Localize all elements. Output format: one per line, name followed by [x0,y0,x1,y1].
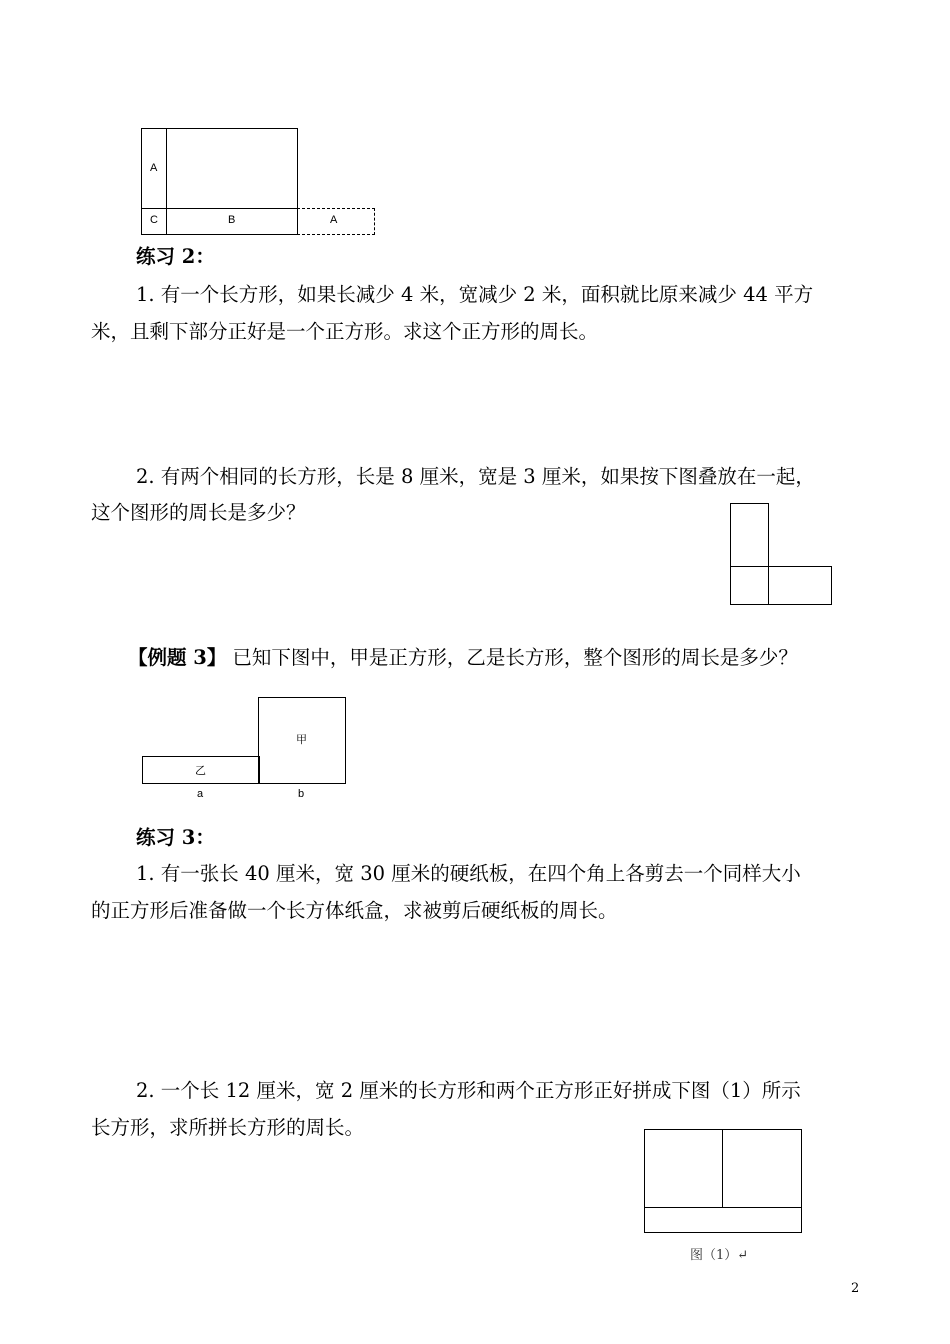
exercise3-q2-line1: 2. 一个长 12 厘米，宽 2 厘米的长方形和两个正方形正好拼成下图（1）所示 [136,1079,801,1102]
example3-line [128,644,798,672]
fig1-vertical-divider [166,128,167,235]
exercise2-q1-line1: 1. 有一个长方形，如果长减少 4 米，宽减少 2 米，面积就比原来减少 44 平方 [136,283,814,306]
fig1-outer-rect [141,128,298,235]
fig4-vertical-divider [722,1129,723,1208]
fig1-label-b: B [228,214,236,226]
fig3-label-jia: 甲 [296,734,307,746]
fig2-horizontal-rect [730,566,832,605]
exercise3-q1-line2: 的正方形后准备做一个长方体纸盒，求被剪后硬纸板的周长。 [91,899,618,922]
exercise2-q2-line2: 这个图形的周长是多少？ [91,501,306,524]
fig1-label-a2: A [330,214,338,226]
fig1-label-c: C [150,214,158,226]
fig1-horizontal-divider [141,208,298,209]
exercise2-heading: 练习 2： [136,245,215,268]
fig2-dashed-divider [768,567,769,604]
exercise3-q2-line2: 长方形，求所拼长方形的周长。 [91,1116,365,1139]
example3-tag: 【例题 3】 [128,646,227,669]
fig3-label-yi: 乙 [195,765,206,777]
fig1-label-a: A [150,162,158,174]
exercise3-q1-line1: 1. 有一张长 40 厘米，宽 30 厘米的硬纸板，在四个角上各剪去一个同样大小 [136,862,801,885]
example3-text: 已知下图中，甲是正方形，乙是长方形，整个图形的周长是多少？ [232,646,798,669]
fig3-label-b: b [298,788,305,800]
exercise2-q1-line2: 米，且剩下部分正好是一个正方形。求这个正方形的周长。 [91,320,599,343]
fig3-label-a: a [197,788,204,800]
exercise3-heading: 练习 3： [136,826,215,849]
fig4-horizontal-divider [644,1207,802,1208]
page-number: 2 [851,1281,860,1296]
exercise2-q2-line1: 2. 有两个相同的长方形，长是 8 厘米，宽是 3 厘米，如果按下图叠放在一起， [136,465,815,488]
fig4-caption: 图（1）↵ [690,1248,749,1263]
